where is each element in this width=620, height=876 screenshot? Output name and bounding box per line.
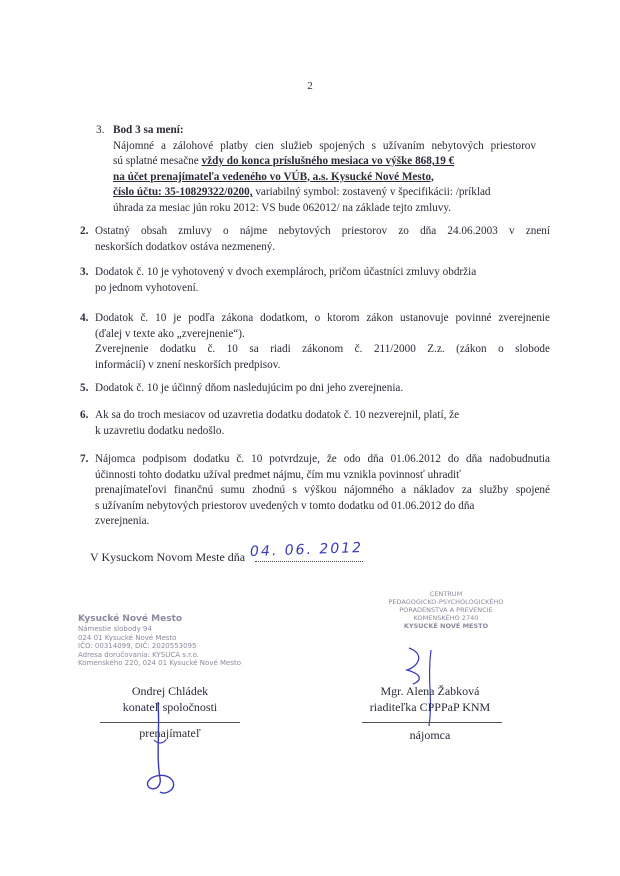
stamp-line: KOMENSKÉHO 2740	[413, 614, 479, 622]
item-line: účinnosti tohto dodatku užíval predmet nájmu, čím mu vznikla povinnosť uhradiť	[95, 468, 461, 481]
amendment-text: variabilný symbol: zostavený v špecifikácii: /príklad	[252, 186, 491, 198]
lessee-label: nájomca	[409, 728, 451, 742]
item-number: 7.	[80, 453, 89, 465]
stamp-line: PEDAGOGICKO-PSYCHOLOGICKÉHO	[388, 598, 504, 606]
item-line: Dodatok č. 10 je účinný dňom nasledujúcim po dni jeho zverejnenia.	[95, 382, 404, 394]
stamp-line: CENTRUM	[429, 590, 463, 598]
item-line: Ostatný obsah zmluvy o nájme nebytových priestorov zo dňa 24.06.2003 v znení	[95, 225, 550, 237]
date-dotted-line	[255, 561, 363, 562]
signature-left	[130, 700, 200, 800]
item-line: Ak sa do troch mesiacov od uzavretia dodatku dodatok č. 10 nezverejnil, platí, že	[95, 409, 460, 421]
item-line: zverejnenia.	[95, 515, 150, 527]
signatory-left-role: konateľ spoločnosti	[122, 700, 218, 714]
stamp-line: Komenského 220, 024 01 Kysucké Nové Mesto	[78, 659, 242, 667]
item-line: k uzavretiu dodatku nedošlo.	[95, 424, 225, 437]
place-text: V Kysuckom Novom Meste dňa	[90, 550, 246, 564]
stamp-line: 024 01 Kysucké Nové Mesto	[78, 633, 177, 642]
item-line: s užívaním nebytových priestorov uvedených v tomto dodatku od 01.06.2012 do dňa	[95, 499, 475, 512]
amendment-line: úhrada za mesiac jún roku 2012: VS bude 062012/ na základe tejto zmluvy.	[113, 201, 452, 214]
handwritten-date: 04. 06. 2012	[249, 540, 364, 560]
amendment-bold-text: vždy do konca príslušného mesiaca vo výške 868,19 €	[201, 155, 455, 167]
item-number: 6.	[80, 409, 89, 421]
signature-line-left	[100, 722, 240, 723]
item-line: informácií) v znení neskorších predpisov.	[95, 358, 281, 371]
item-line: Dodatok č. 10 je vyhotovený v dvoch exemplároch, pričom účastníci zmluvy obdržia	[95, 266, 477, 278]
stamp-line: IČO: 00314099, DIČ: 2020553095	[78, 642, 197, 650]
stamp-title: Kysucké Nové Mesto	[78, 614, 183, 624]
signatory-left-name: Ondrej Chládek	[131, 684, 209, 698]
lessor-label: prenajímateľ	[139, 726, 201, 740]
stamp-line: KYSUCKÉ NOVÉ MESTO	[403, 622, 489, 630]
signature-line-right	[362, 722, 502, 723]
stamp-line: PORADENSTVA A PREVENCIE	[399, 606, 493, 614]
page-number: 2	[307, 80, 313, 92]
amendment-heading: Bod 3 sa mení:	[113, 124, 184, 136]
item-number: 4.	[80, 312, 89, 324]
center-stamp	[356, 590, 536, 630]
stamp-line: Námestie slobody 94	[78, 625, 152, 633]
item-line: Nájomca podpisom dodatku č. 10 potvrdzuje, že odo dňa 01.06.2012 do dňa nadobudnutia	[95, 453, 550, 465]
item-number: 3.	[96, 124, 105, 136]
item-line: po jednom vyhotovení.	[95, 281, 199, 294]
item-line: Dodatok č. 10 je podľa zákona dodatkom, o ktorom zákon ustanovuje povinné zverejnenie	[95, 312, 550, 324]
item-number: 5.	[80, 382, 89, 394]
amendment-item-3	[96, 123, 536, 213]
item-line: Zverejnenie dodatku č. 10 sa riadi zákonom č. 211/2000 Z.z. (zákon o slobode	[95, 343, 550, 355]
amendment-line: Nájomné a zálohové platby cien služieb spojených s užívaním nebytových priestorov	[113, 139, 536, 152]
signatory-right-name: Mgr. Alena Žabková	[380, 684, 480, 698]
stamp-line: Adresa doručovania: KYSUCA s.r.o.	[78, 650, 199, 659]
item-number: 2.	[80, 225, 89, 237]
account-number: číslo účtu: 35-10829322/0200,	[113, 186, 253, 198]
company-stamp	[78, 614, 241, 668]
bank-account-text: na účet prenajímateľa vedeného vo VÚB, a.s. Kysucké Nové Mesto,	[113, 170, 434, 183]
item-line: neskorších dodatkov ostáva nezmenený.	[95, 240, 276, 253]
item-line: (ďalej v texte ako „zverejnenie“).	[95, 327, 245, 340]
item-line: prenajímateľovi finančnú sumu zhodnú s výškou nájomného a nákladov za služby spojené	[95, 484, 550, 496]
signatory-right-role: riaditeľka CPPPaP KNM	[369, 700, 491, 714]
item-number: 3.	[80, 266, 89, 278]
amendment-text: sú splatné mesačne	[113, 155, 202, 167]
